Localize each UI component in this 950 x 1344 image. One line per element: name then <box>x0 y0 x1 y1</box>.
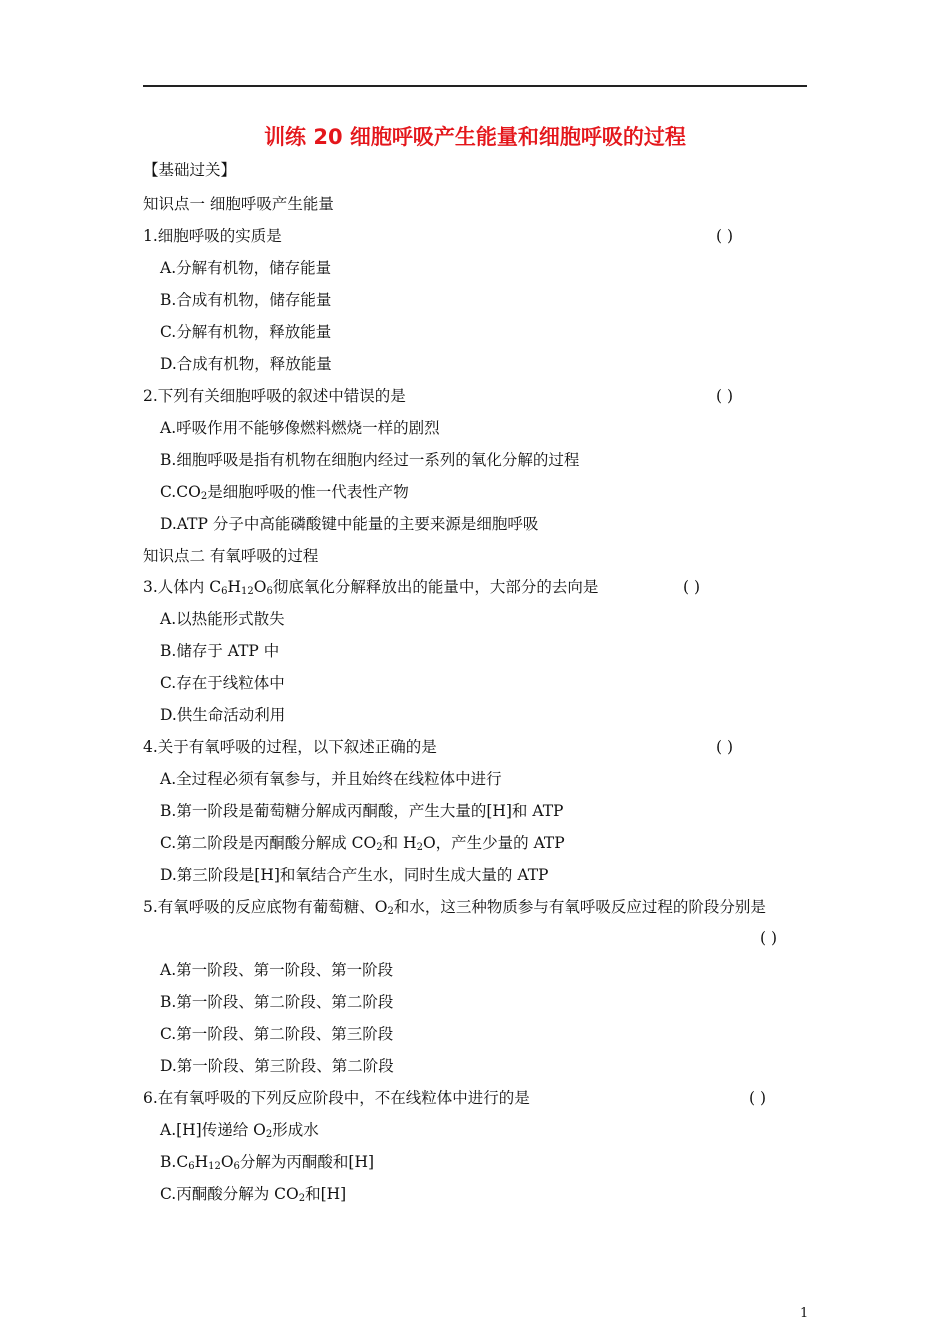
question-1-option-b: B.合成有机物，储存能量 <box>160 291 332 309</box>
knowledge-point-1: 知识点一 细胞呼吸产生能量 <box>143 195 334 213</box>
question-1-option-d: D.合成有机物，释放能量 <box>160 355 332 373</box>
question-6-option-a: A.[H]传递给 $O_2$形成水 <box>160 1121 319 1140</box>
question-4-option-d: D.第三阶段是[H]和氧结合产生水，同时生成大量的 ATP <box>160 866 549 884</box>
question-3-option-a: A.以热能形式散失 <box>160 610 285 628</box>
question-4-option-b: B.第一阶段是葡萄糖分解成丙酮酸，产生大量的[H]和 ATP <box>160 802 564 820</box>
question-3-stem: 3.人体内 $C_6H_{12}O_6$彻底氧化分解释放出的能量中，大部分的去向是 <box>143 578 599 597</box>
question-5-option-d: D.第一阶段、第三阶段、第二阶段 <box>160 1057 394 1075</box>
question-2-option-a: A.呼吸作用不能够像燃料燃烧一样的剧烈 <box>160 419 440 437</box>
question-4-option-c: C.第二阶段是丙酮酸分解成 $CO_2$和 $H_2O$，产生少量的 ATP <box>160 834 565 853</box>
question-6-option-c: C.丙酮酸分解为 $CO_2$和[H] <box>160 1185 347 1204</box>
question-6-answer-blank: ( ) <box>749 1089 767 1107</box>
question-3-option-c: C.存在于线粒体中 <box>160 674 285 692</box>
question-4-stem: 4.关于有氧呼吸的过程，以下叙述正确的是 <box>143 738 437 756</box>
question-6-option-b: $B.C_6H_{12}O_6$分解为丙酮酸和[H] <box>160 1153 375 1172</box>
header-rule <box>143 85 807 87</box>
section-heading: 【基础过关】 <box>143 161 237 179</box>
question-4-answer-blank: ( ) <box>716 738 734 756</box>
question-2-stem: 2.下列有关细胞呼吸的叙述中错误的是 <box>143 387 406 405</box>
question-5-answer-blank: ( ) <box>760 929 778 947</box>
question-1-answer-blank: ( ) <box>716 227 734 245</box>
question-1-option-c: C.分解有机物，释放能量 <box>160 323 332 341</box>
question-6-stem: 6.在有氧呼吸的下列反应阶段中，不在线粒体中进行的是 <box>143 1089 530 1107</box>
page-title: 训练 20 细胞呼吸产生能量和细胞呼吸的过程 <box>264 125 686 149</box>
question-3-answer-blank: ( ) <box>683 578 701 596</box>
question-5-option-b: B.第一阶段、第二阶段、第二阶段 <box>160 993 394 1011</box>
question-2-option-c: $C.CO_2$是细胞呼吸的惟一代表性产物 <box>160 483 409 502</box>
question-5-option-c: C.第一阶段、第二阶段、第三阶段 <box>160 1025 394 1043</box>
question-2-option-b: B.细胞呼吸是指有机物在细胞内经过一系列的氧化分解的过程 <box>160 451 580 469</box>
question-1-option-a: A.分解有机物，储存能量 <box>160 259 332 277</box>
question-3-option-d: D.供生命活动利用 <box>160 706 286 724</box>
question-2-option-d: D.ATP 分子中高能磷酸键中能量的主要来源是细胞呼吸 <box>160 515 539 533</box>
question-2-answer-blank: ( ) <box>716 387 734 405</box>
question-4-option-a: A.全过程必须有氧参与，并且始终在线粒体中进行 <box>160 770 502 788</box>
question-5-stem: 5.有氧呼吸的反应底物有葡萄糖、$O_2$和水，这三种物质参与有氧呼吸反应过程的阶段分别是 <box>143 898 766 917</box>
question-3-option-b: B.储存于 ATP 中 <box>160 642 280 660</box>
question-5-option-a: A.第一阶段、第一阶段、第一阶段 <box>160 961 394 979</box>
page-number: 1 <box>800 1306 809 1321</box>
knowledge-point-2: 知识点二 有氧呼吸的过程 <box>143 547 319 565</box>
question-1-stem: 1.细胞呼吸的实质是 <box>143 227 282 245</box>
